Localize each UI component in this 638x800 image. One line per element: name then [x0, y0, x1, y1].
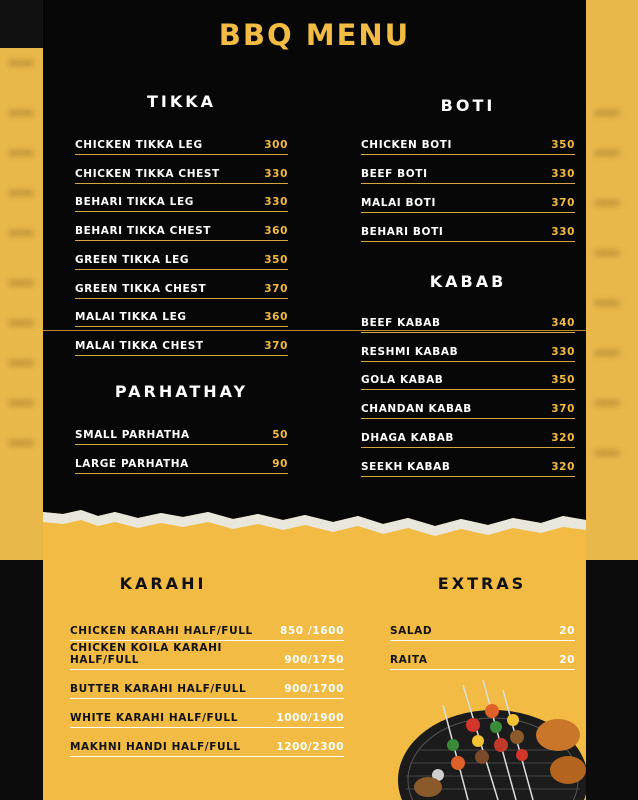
item-name: CHICKEN KARAHI HALF/FULL	[70, 625, 253, 637]
boti-item	[361, 193, 575, 213]
item-name: BEEF BOTI	[361, 168, 428, 180]
item-name: GREEN TIKKA CHEST	[75, 282, 207, 295]
item-name: SALAD	[390, 625, 433, 637]
extras-heading: EXTRAS	[437, 574, 527, 593]
item-name: SMALL PARHATHA	[75, 429, 190, 441]
item-name: CHICKEN KOILA KARAHI HALF/FULL	[70, 641, 222, 666]
item-price: 300	[264, 139, 288, 151]
item-price: 350	[264, 253, 288, 266]
item-price: 360	[264, 311, 288, 324]
kabab-item	[361, 342, 575, 362]
kabab-item	[361, 313, 575, 333]
parhathay-item	[75, 425, 288, 445]
item-price: 370	[264, 339, 288, 352]
item-price: 1200/2300	[276, 740, 344, 753]
parhathay-heading: PARHATHAY	[114, 382, 249, 401]
page-title: BBQ MENU	[218, 18, 411, 52]
tikka-item	[75, 250, 288, 270]
karahi-item	[70, 708, 344, 728]
item-name: MALAI TIKKA CHEST	[75, 339, 204, 352]
background-blur-left	[0, 0, 43, 800]
boti-item	[361, 222, 575, 242]
item-name: DHAGA KABAB	[361, 431, 455, 444]
item-name: BUTTER KARAHI HALF/FULL	[70, 682, 247, 695]
item-name: CHANDAN KABAB	[361, 403, 472, 416]
item-price: 900/1700	[284, 682, 344, 695]
kabab-item	[361, 399, 575, 419]
karahi-item	[70, 621, 344, 641]
boti-heading: BOTI	[440, 96, 496, 115]
boti-item	[361, 164, 575, 184]
item-name: BEEF KABAB	[361, 317, 441, 329]
grill-skewers-icon	[398, 675, 586, 800]
kabab-item	[361, 428, 575, 448]
menu-sheet	[43, 0, 586, 800]
kabab-heading: KABAB	[429, 272, 507, 291]
item-price: 320	[551, 431, 575, 444]
item-price: 370	[264, 282, 288, 295]
tikka-item	[75, 192, 288, 212]
boti-item	[361, 135, 575, 155]
item-price: 50	[272, 429, 288, 441]
item-name: SEEKH KABAB	[361, 460, 451, 473]
item-price: 850 /1600	[279, 625, 344, 637]
tikka-item	[75, 279, 288, 299]
tikka-item	[75, 135, 288, 155]
item-name: CHICKEN TIKKA LEG	[75, 139, 203, 151]
item-name: GREEN TIKKA LEG	[75, 253, 190, 266]
extras-item	[390, 650, 575, 670]
item-price: 330	[264, 167, 288, 180]
tikka-item	[75, 307, 288, 327]
item-name: BEHARI TIKKA CHEST	[75, 225, 212, 238]
karahi-item	[70, 737, 344, 757]
torn-paper-edge	[43, 500, 586, 550]
item-price: 350	[551, 374, 575, 387]
item-name: CHICKEN BOTI	[361, 139, 453, 151]
item-price: 370	[551, 197, 575, 209]
karahi-item	[70, 641, 344, 670]
tikka-item	[75, 164, 288, 184]
kabab-item	[361, 370, 575, 390]
item-name: MALAI BOTI	[361, 197, 436, 209]
item-name: BEHARI TIKKA LEG	[75, 196, 194, 209]
background-blur-right	[586, 0, 638, 800]
item-name: LARGE PARHATHA	[75, 458, 189, 470]
parhathay-item	[75, 454, 288, 474]
tikka-item	[75, 221, 288, 241]
item-name: MALAI TIKKA LEG	[75, 311, 187, 324]
item-name: GOLA KABAB	[361, 374, 444, 387]
item-price: 330	[264, 196, 288, 209]
item-name: BEHARI BOTI	[361, 226, 444, 238]
karahi-heading: KARAHI	[119, 574, 207, 593]
item-name: MAKHNI HANDI HALF/FULL	[70, 740, 241, 753]
item-price: 330	[551, 345, 575, 358]
item-price: 20	[559, 654, 575, 666]
item-price: 350	[551, 139, 575, 151]
item-price: 20	[559, 625, 575, 637]
karahi-item	[70, 679, 344, 699]
item-name: RAITA	[390, 654, 428, 666]
item-price: 370	[551, 403, 575, 416]
item-name: RESHMI KABAB	[361, 345, 459, 358]
tikka-item	[75, 336, 288, 356]
item-price: 330	[551, 226, 575, 238]
extras-item	[390, 621, 575, 641]
item-name: CHICKEN TIKKA CHEST	[75, 167, 220, 180]
item-price: 90	[272, 458, 288, 470]
tikka-heading: TIKKA	[146, 92, 217, 111]
item-price: 1000/1900	[276, 711, 344, 724]
item-price: 320	[551, 460, 575, 473]
item-price: 330	[551, 168, 575, 180]
item-price: 340	[551, 317, 575, 329]
kabab-item	[361, 457, 575, 477]
item-name: WHITE KARAHI HALF/FULL	[70, 711, 238, 724]
item-price: 360	[264, 225, 288, 238]
item-price: 900/1750	[284, 653, 344, 666]
